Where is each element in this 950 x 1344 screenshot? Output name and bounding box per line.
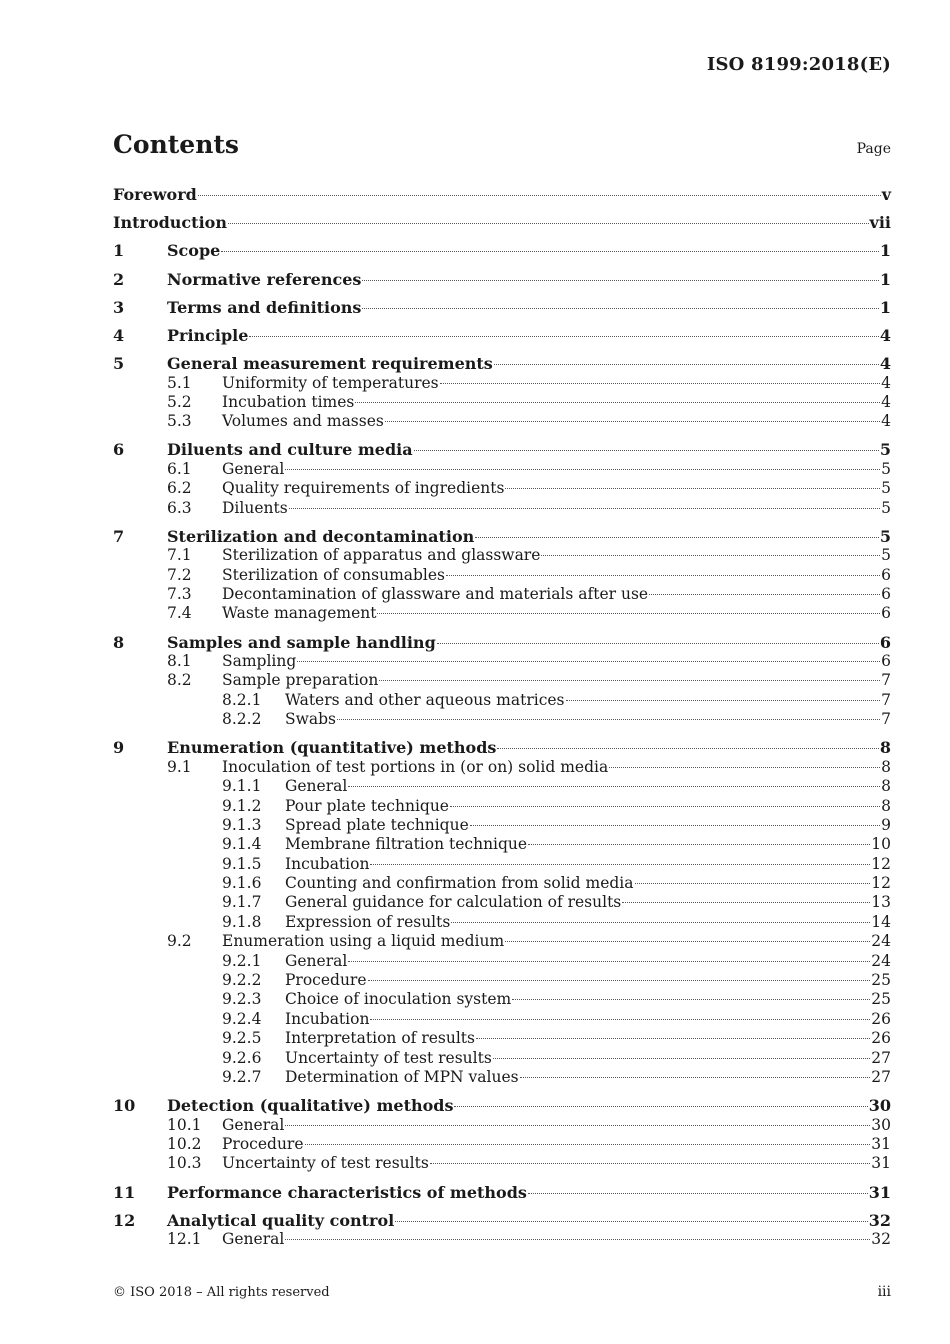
toc-entry-number: 9.2.5 xyxy=(222,1029,262,1048)
toc-entry-page: 5 xyxy=(881,459,891,478)
dot-leader xyxy=(446,575,880,576)
dot-leader xyxy=(649,594,880,595)
toc-entry-number: 5 xyxy=(113,354,125,374)
toc-entry-page: 8 xyxy=(881,757,891,776)
toc-entry[interactable] xyxy=(113,1230,891,1249)
toc-entry[interactable] xyxy=(113,546,891,565)
toc-entry-page: 10 xyxy=(871,835,891,854)
toc-entry-number: 3 xyxy=(113,297,125,317)
toc-entry-page: 31 xyxy=(871,1134,891,1153)
toc-entry[interactable] xyxy=(113,566,891,585)
toc-entry-number: 1 xyxy=(113,241,125,261)
toc-entry-number: 10 xyxy=(113,1096,136,1116)
toc-entry[interactable] xyxy=(113,797,891,816)
dot-leader xyxy=(395,1221,868,1222)
toc-entry-title: Sterilization and decontamination xyxy=(167,526,475,546)
toc-entry-title: Analytical quality control xyxy=(167,1210,395,1230)
toc-entry[interactable] xyxy=(113,893,891,912)
toc-entry-page: 32 xyxy=(871,1230,891,1249)
toc-entry-page: 4 xyxy=(879,354,891,374)
toc-entry[interactable] xyxy=(113,393,891,412)
toc-entry-page: 12 xyxy=(871,854,891,873)
dot-leader xyxy=(566,700,881,701)
toc-entry[interactable] xyxy=(113,738,891,757)
toc-entry-number: 9 xyxy=(113,738,125,758)
toc-entry-page: 6 xyxy=(881,651,891,670)
toc-entry[interactable] xyxy=(113,1211,891,1230)
toc-entry-page: 4 xyxy=(881,392,891,411)
toc-entry-page: vii xyxy=(869,213,891,233)
toc-entry-page: 12 xyxy=(871,874,891,893)
toc-entry-number: 9.1.5 xyxy=(222,854,262,873)
toc-entry-number: 7.1 xyxy=(167,546,192,565)
page-column-label: Page xyxy=(856,141,891,157)
dot-leader xyxy=(285,1239,870,1240)
toc-entry-number: 11 xyxy=(113,1182,136,1202)
toc-entry-page: 5 xyxy=(881,479,891,498)
dot-leader xyxy=(505,941,870,942)
toc-entry-page: 7 xyxy=(881,690,891,709)
toc-entry-title: Enumeration using a liquid medium xyxy=(222,932,505,951)
dot-leader xyxy=(368,980,871,981)
toc-entry-title: Uncertainty of test results xyxy=(222,1154,429,1173)
toc-entry-title: Pour plate technique xyxy=(285,796,449,815)
toc-entry[interactable] xyxy=(113,479,891,498)
toc-entry-page: v xyxy=(881,185,891,204)
toc-entry[interactable] xyxy=(113,1096,891,1115)
dot-leader xyxy=(493,1058,870,1059)
toc-entry[interactable] xyxy=(113,354,891,373)
toc-entry-title: Scope xyxy=(167,241,221,261)
dot-leader xyxy=(285,1125,870,1126)
toc-entry-number: 5.3 xyxy=(167,412,192,431)
toc-entry-title: Detection (qualitative) methods xyxy=(167,1096,454,1116)
toc-entry-page: 8 xyxy=(881,777,891,796)
dot-leader xyxy=(454,1106,867,1107)
dot-leader xyxy=(476,1038,870,1039)
toc-entry[interactable] xyxy=(113,835,891,854)
toc-entry-number: 8.1 xyxy=(167,651,192,670)
toc-entry-title: Uncertainty of test results xyxy=(285,1048,492,1067)
toc-entry[interactable] xyxy=(113,816,891,835)
toc-entry-number: 12 xyxy=(113,1210,136,1230)
toc-entry[interactable] xyxy=(113,460,891,479)
toc-entry-page: 4 xyxy=(881,412,891,431)
toc-entry-title: Procedure xyxy=(285,971,367,990)
dot-leader xyxy=(475,537,879,538)
dot-leader xyxy=(285,469,880,470)
toc-entry-title: Waste management xyxy=(222,604,377,623)
contents-heading-row xyxy=(113,130,891,164)
toc-entry-title: Sterilization of consumables xyxy=(222,565,446,584)
toc-entry-page: 5 xyxy=(881,498,891,517)
page-number: iii xyxy=(877,1284,891,1300)
toc-entry-number: 4 xyxy=(113,325,125,345)
toc-entry-number: 9.1.1 xyxy=(222,777,262,796)
dot-leader xyxy=(528,844,870,845)
toc-entry-number: 9.2.7 xyxy=(222,1067,262,1086)
toc-entry-page: 1 xyxy=(879,297,891,317)
toc-entry-number: 8 xyxy=(113,632,125,652)
dot-leader xyxy=(497,748,878,749)
toc-entry-page: 4 xyxy=(879,325,891,345)
toc-entry-title: Performance characteristics of methods xyxy=(167,1182,527,1202)
toc-entry[interactable] xyxy=(113,527,891,546)
toc-entry[interactable] xyxy=(113,971,891,990)
toc-entry-number: 9.1.2 xyxy=(222,796,262,815)
toc-entry-title: Incubation times xyxy=(222,392,355,411)
toc-entry[interactable] xyxy=(113,604,891,623)
toc-entry[interactable] xyxy=(113,1068,891,1087)
dot-leader xyxy=(348,786,880,787)
toc-entry-page: 31 xyxy=(868,1182,891,1202)
toc-entry-title: Samples and sample handling xyxy=(167,632,436,652)
toc-entry-number: 9.2 xyxy=(167,932,192,951)
dot-leader xyxy=(385,421,880,422)
dot-leader xyxy=(512,999,870,1000)
dot-leader xyxy=(379,680,880,681)
dot-leader xyxy=(297,661,880,662)
toc-entry-title: Diluents and culture media xyxy=(167,440,413,460)
toc-entry-title: Quality requirements of ingredients xyxy=(222,479,505,498)
toc-entry-title: Waters and other aqueous matrices xyxy=(285,690,565,709)
toc-entry-number: 12.1 xyxy=(167,1230,202,1249)
toc-entry-number: 8.2.2 xyxy=(222,710,262,729)
toc-entry[interactable] xyxy=(113,1049,891,1068)
toc-entry[interactable] xyxy=(113,874,891,893)
dot-leader xyxy=(228,223,869,224)
toc-entry-page: 26 xyxy=(871,1009,891,1028)
toc-entry-title: Normative references xyxy=(167,269,362,289)
toc-entry-title: Volumes and masses xyxy=(222,412,384,431)
toc-entry-number: 9.1.4 xyxy=(222,835,262,854)
copyright-notice: © ISO 2018 – All rights reserved xyxy=(113,1285,330,1300)
toc-entry-title: General xyxy=(285,777,348,796)
toc-entry-page: 25 xyxy=(871,971,891,990)
toc-entry-page: 8 xyxy=(879,738,891,758)
toc-entry-number: 9.1.3 xyxy=(222,815,262,834)
toc-entry[interactable] xyxy=(113,213,891,232)
toc-entry-title: Swabs xyxy=(285,710,337,729)
dot-leader xyxy=(370,864,870,865)
toc-entry-number: 7.2 xyxy=(167,565,192,584)
toc-entry-number: 5.1 xyxy=(167,373,192,392)
dot-leader xyxy=(305,1144,871,1145)
dot-leader xyxy=(635,883,871,884)
toc-entry-page: 25 xyxy=(871,990,891,1009)
dot-leader xyxy=(622,902,870,903)
toc-entry-title: General measurement requirements xyxy=(167,354,493,374)
toc-entry[interactable] xyxy=(113,1029,891,1048)
toc-entry[interactable] xyxy=(113,952,891,971)
toc-entry-title: Membrane filtration technique xyxy=(285,835,528,854)
toc-entry-page: 26 xyxy=(871,1029,891,1048)
toc-entry-title: Introduction xyxy=(113,213,227,233)
toc-entry-title: Decontamination of glassware and materials after use xyxy=(222,585,649,604)
toc-entry-page: 24 xyxy=(871,932,891,951)
dot-leader xyxy=(289,508,880,509)
dot-leader xyxy=(528,1193,868,1194)
toc-entry-page: 5 xyxy=(881,546,891,565)
toc-entry-page: 6 xyxy=(881,585,891,604)
dot-leader xyxy=(221,251,879,252)
contents-title: Contents xyxy=(113,130,240,159)
toc-entry-number: 9.2.4 xyxy=(222,1009,262,1028)
toc-entry-page: 13 xyxy=(871,893,891,912)
toc-entry-number: 9.1.6 xyxy=(222,874,262,893)
toc-entry-page: 9 xyxy=(881,815,891,834)
toc-entry-number: 2 xyxy=(113,269,125,289)
toc-entry[interactable] xyxy=(113,990,891,1009)
toc-entry[interactable] xyxy=(113,241,891,260)
toc-entry-number: 7 xyxy=(113,526,125,546)
dot-leader xyxy=(470,825,880,826)
toc-entry-number: 6.1 xyxy=(167,459,192,478)
toc-entry[interactable] xyxy=(113,710,891,729)
dot-leader xyxy=(414,450,879,451)
toc-entry-page: 27 xyxy=(871,1067,891,1086)
toc-entry-number: 10.1 xyxy=(167,1115,202,1134)
toc-entry-number: 9.2.1 xyxy=(222,951,262,970)
toc-entry-page: 6 xyxy=(879,632,891,652)
toc-entry-number: 6 xyxy=(113,440,125,460)
toc-entry-page: 1 xyxy=(879,241,891,261)
toc-entry[interactable] xyxy=(113,913,891,932)
toc-entry-page: 4 xyxy=(881,373,891,392)
toc-entry-title: Expression of results xyxy=(285,912,451,931)
toc-entry-title: Inoculation of test portions in (or on) solid media xyxy=(222,757,609,776)
toc-entry-title: Foreword xyxy=(113,185,197,204)
toc-entry[interactable] xyxy=(113,1183,891,1202)
dot-leader xyxy=(494,364,879,365)
toc-entry[interactable] xyxy=(113,585,891,604)
toc-entry-page: 30 xyxy=(871,1115,891,1134)
toc-entry[interactable] xyxy=(113,1116,891,1135)
toc-entry-title: Principle xyxy=(167,325,249,345)
toc-entry-number: 6.3 xyxy=(167,498,192,517)
toc-entry-page: 5 xyxy=(879,526,891,546)
toc-entry[interactable] xyxy=(113,440,891,459)
toc-entry[interactable] xyxy=(113,691,891,710)
dot-leader xyxy=(377,613,880,614)
dot-leader xyxy=(370,1019,870,1020)
toc-entry-number: 10.3 xyxy=(167,1154,202,1173)
dot-leader xyxy=(198,195,881,196)
toc-entry-title: Counting and confirmation from solid media xyxy=(285,874,634,893)
toc-entry-number: 9.1.8 xyxy=(222,912,262,931)
dot-leader xyxy=(355,402,880,403)
dot-leader xyxy=(437,643,879,644)
dot-leader xyxy=(430,1163,870,1164)
toc-entry-title: Spread plate technique xyxy=(285,815,469,834)
toc-entry[interactable] xyxy=(113,374,891,393)
toc-entry[interactable] xyxy=(113,270,891,289)
table-of-contents xyxy=(113,185,891,1250)
toc-entry-title: General xyxy=(285,951,348,970)
toc-entry-title: Incubation xyxy=(285,854,370,873)
toc-entry[interactable] xyxy=(113,185,891,204)
toc-entry-title: Determination of MPN values xyxy=(285,1067,519,1086)
dot-leader xyxy=(609,767,880,768)
toc-entry-title: Terms and definitions xyxy=(167,297,362,317)
toc-entry-title: Choice of inoculation system xyxy=(285,990,512,1009)
toc-entry-number: 9.2.2 xyxy=(222,971,262,990)
dot-leader xyxy=(520,1077,871,1078)
toc-entry[interactable] xyxy=(113,1010,891,1029)
toc-entry-page: 32 xyxy=(868,1210,891,1230)
toc-entry-number: 9.2.6 xyxy=(222,1048,262,1067)
dot-leader xyxy=(362,308,878,309)
dot-leader xyxy=(541,555,880,556)
toc-entry-title: Interpretation of results xyxy=(285,1029,475,1048)
toc-entry-number: 9.2.3 xyxy=(222,990,262,1009)
toc-entry-number: 6.2 xyxy=(167,479,192,498)
toc-entry-number: 8.2 xyxy=(167,671,192,690)
dot-leader xyxy=(362,280,878,281)
toc-entry-number: 9.1 xyxy=(167,757,192,776)
dot-leader xyxy=(337,719,880,720)
toc-entry[interactable] xyxy=(113,932,891,951)
toc-entry-page: 14 xyxy=(871,912,891,931)
dot-leader xyxy=(440,383,880,384)
toc-entry[interactable] xyxy=(113,633,891,652)
toc-entry[interactable] xyxy=(113,1154,891,1173)
toc-entry-number: 7.4 xyxy=(167,604,192,623)
toc-entry-title: General xyxy=(222,1115,285,1134)
toc-entry-number: 10.2 xyxy=(167,1134,202,1153)
toc-entry-page: 7 xyxy=(881,671,891,690)
toc-entry[interactable] xyxy=(113,671,891,690)
toc-entry-number: 9.1.7 xyxy=(222,893,262,912)
toc-entry-page: 6 xyxy=(881,604,891,623)
toc-entry-title: General guidance for calculation of results xyxy=(285,893,622,912)
dot-leader xyxy=(348,961,870,962)
document-id: ISO 8199:2018(E) xyxy=(706,54,891,75)
toc-entry[interactable] xyxy=(113,326,891,345)
toc-entry-page: 30 xyxy=(868,1096,891,1116)
toc-entry-title: General xyxy=(222,1230,285,1249)
dot-leader xyxy=(249,336,878,337)
toc-entry-page: 24 xyxy=(871,951,891,970)
toc-entry-title: Incubation xyxy=(285,1009,370,1028)
toc-entry[interactable] xyxy=(113,652,891,671)
toc-entry-number: 8.2.1 xyxy=(222,690,262,709)
dot-leader xyxy=(451,922,870,923)
toc-entry[interactable] xyxy=(113,1135,891,1154)
toc-entry-title: Uniformity of temperatures xyxy=(222,373,439,392)
toc-entry-title: Diluents xyxy=(222,498,288,517)
toc-entry-number: 7.3 xyxy=(167,585,192,604)
toc-entry-page: 7 xyxy=(881,710,891,729)
toc-entry-page: 31 xyxy=(871,1154,891,1173)
toc-entry-title: Sampling xyxy=(222,651,297,670)
toc-entry[interactable] xyxy=(113,298,891,317)
toc-entry-number: 5.2 xyxy=(167,392,192,411)
toc-entry-page: 6 xyxy=(881,565,891,584)
toc-entry-page: 1 xyxy=(879,269,891,289)
toc-entry[interactable] xyxy=(113,412,891,431)
toc-entry[interactable] xyxy=(113,855,891,874)
toc-entry-title: Sample preparation xyxy=(222,671,379,690)
dot-leader xyxy=(450,806,880,807)
toc-entry-title: Procedure xyxy=(222,1134,304,1153)
dot-leader xyxy=(505,488,880,489)
toc-entry-title: Sterilization of apparatus and glassware xyxy=(222,546,541,565)
toc-entry-page: 27 xyxy=(871,1048,891,1067)
toc-entry[interactable] xyxy=(113,758,891,777)
toc-entry-title: Enumeration (quantitative) methods xyxy=(167,738,497,758)
toc-entry[interactable] xyxy=(113,777,891,796)
toc-entry-title: General xyxy=(222,459,285,478)
toc-entry-page: 5 xyxy=(879,440,891,460)
toc-entry[interactable] xyxy=(113,499,891,518)
toc-entry-page: 8 xyxy=(881,796,891,815)
